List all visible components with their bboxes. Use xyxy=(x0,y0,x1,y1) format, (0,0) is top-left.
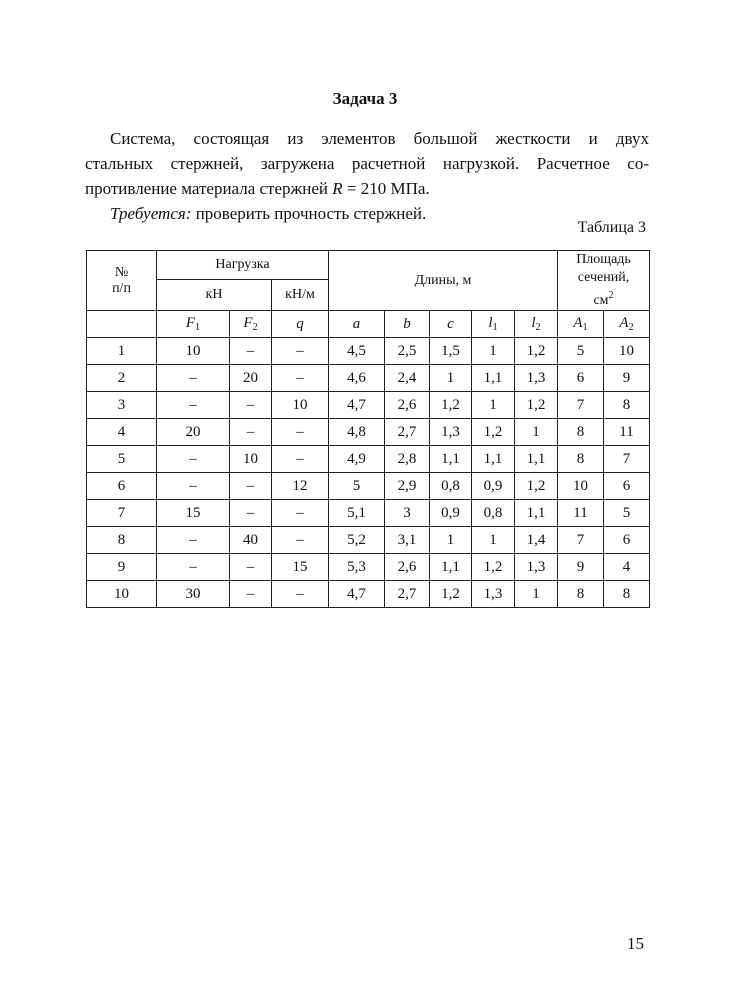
table-cell: – xyxy=(272,500,329,527)
table-row xyxy=(87,419,650,446)
table-row xyxy=(87,365,650,392)
table-cell: – xyxy=(230,473,272,500)
table-cell: 2,4 xyxy=(385,365,430,392)
table-cell: 7 xyxy=(558,527,604,554)
table-cell: – xyxy=(230,554,272,581)
header-unit-kn: кН xyxy=(157,279,272,310)
body-line-1: Система, состоящая из элементов большой жесткости и двух xyxy=(110,129,649,148)
table-row xyxy=(87,581,650,608)
table-cell: 5,1 xyxy=(329,500,385,527)
table-cell: 20 xyxy=(157,419,230,446)
table-cell: 3,1 xyxy=(385,527,430,554)
table-cell: 1,1 xyxy=(430,554,472,581)
requirement-label: Требуется: xyxy=(110,204,192,223)
header-unit-knm: кН/м xyxy=(272,279,329,310)
table-cell: 0,8 xyxy=(472,500,515,527)
header-area: Площадь сечений, $см^2$ xyxy=(558,251,650,311)
task-title: Задача 3 xyxy=(332,89,398,108)
table-cell: 11 xyxy=(604,419,650,446)
body-line-2: стальных стержней, загружена расчетной нагрузкой. Расчетное со- xyxy=(85,154,649,173)
table-cell: 1,2 xyxy=(515,473,558,500)
table-cell: 5 xyxy=(558,338,604,365)
table-cell: 1,2 xyxy=(515,392,558,419)
header-c: c xyxy=(430,311,472,338)
table-cell: 1 xyxy=(472,338,515,365)
table-cell: 5 xyxy=(604,500,650,527)
table-cell: 30 xyxy=(157,581,230,608)
table-cell: 2,6 xyxy=(385,392,430,419)
table-cell: 1 xyxy=(515,419,558,446)
table-cell: 5,2 xyxy=(329,527,385,554)
table-cell: 4,6 xyxy=(329,365,385,392)
table-cell: 11 xyxy=(558,500,604,527)
table-cell: 3 xyxy=(87,392,157,419)
table-cell: 6 xyxy=(558,365,604,392)
table-cell: 10 xyxy=(157,338,230,365)
table-cell: 2,8 xyxy=(385,446,430,473)
table-cell: – xyxy=(157,527,230,554)
table-cell: 1 xyxy=(472,527,515,554)
table-cell: 4 xyxy=(604,554,650,581)
table-cell: – xyxy=(230,419,272,446)
table-cell: 15 xyxy=(272,554,329,581)
table-cell: 1,1 xyxy=(430,446,472,473)
table-cell: 15 xyxy=(157,500,230,527)
table-cell: – xyxy=(157,392,230,419)
table-cell: – xyxy=(230,581,272,608)
table-row xyxy=(87,446,650,473)
table-cell: 20 xyxy=(230,365,272,392)
table-cell: 8 xyxy=(604,392,650,419)
table-cell: 1,2 xyxy=(472,419,515,446)
table-cell: 12 xyxy=(272,473,329,500)
table-cell: 4,7 xyxy=(329,392,385,419)
table-cell: 0,8 xyxy=(430,473,472,500)
table-cell: 10 xyxy=(230,446,272,473)
table-cell: 1,1 xyxy=(515,500,558,527)
resistance-symbol: R xyxy=(332,179,343,198)
table-row xyxy=(87,392,650,419)
table-cell: 2,7 xyxy=(385,419,430,446)
table-cell: – xyxy=(157,365,230,392)
header-F2: $F_2$ xyxy=(230,311,272,338)
table-row xyxy=(87,473,650,500)
table-cell: 8 xyxy=(558,446,604,473)
table-cell: 1,3 xyxy=(515,554,558,581)
table-cell: 5,3 xyxy=(329,554,385,581)
table-cell: 0,9 xyxy=(430,500,472,527)
table-cell: 1 xyxy=(515,581,558,608)
header-blank xyxy=(87,311,157,338)
table-cell: 2,9 xyxy=(385,473,430,500)
table-cell: 7 xyxy=(87,500,157,527)
table-row xyxy=(87,527,650,554)
requirement-line xyxy=(85,201,649,226)
header-l2: $l_2$ xyxy=(515,311,558,338)
table-cell: 2,6 xyxy=(385,554,430,581)
table-cell: – xyxy=(157,554,230,581)
table-cell: 1,1 xyxy=(515,446,558,473)
table-cell: – xyxy=(157,473,230,500)
table-cell: 4,7 xyxy=(329,581,385,608)
table-cell: 10 xyxy=(272,392,329,419)
table-cell: 6 xyxy=(604,473,650,500)
table-cell: 1,1 xyxy=(472,446,515,473)
table-cell: 9 xyxy=(604,365,650,392)
body-line-3-post: = 210 МПа. xyxy=(342,179,430,198)
page-number: 15 xyxy=(627,934,644,953)
table-cell: 1,3 xyxy=(472,581,515,608)
table-cell: – xyxy=(272,365,329,392)
table-cell: 1,2 xyxy=(430,392,472,419)
header-row-number: № п/п xyxy=(87,251,157,311)
header-F1: $F_1$ xyxy=(157,311,230,338)
table-cell: 1,3 xyxy=(515,365,558,392)
table-cell: 2,5 xyxy=(385,338,430,365)
table-row xyxy=(87,554,650,581)
body-line-3 xyxy=(85,176,649,201)
table-cell: 6 xyxy=(604,527,650,554)
table-cell: 10 xyxy=(558,473,604,500)
table-cell: 2 xyxy=(87,365,157,392)
header-lengths: Длины, м xyxy=(329,251,558,311)
table-cell: 10 xyxy=(87,581,157,608)
table-cell: 1 xyxy=(430,365,472,392)
table-cell: 1,1 xyxy=(472,365,515,392)
header-load: Нагрузка xyxy=(157,251,329,280)
table-cell: 1 xyxy=(430,527,472,554)
header-b: b xyxy=(385,311,430,338)
data-table xyxy=(86,250,650,608)
table-cell: 8 xyxy=(558,581,604,608)
table-cell: 0,9 xyxy=(472,473,515,500)
requirement-text: проверить прочность стержней. xyxy=(191,204,427,223)
header-A2: $A_2$ xyxy=(604,311,650,338)
header-A1: $A_1$ xyxy=(558,311,604,338)
table-cell: – xyxy=(157,446,230,473)
table-cell: 5 xyxy=(329,473,385,500)
table-cell: – xyxy=(272,527,329,554)
table-cell: 1,2 xyxy=(472,554,515,581)
table-cell: 2,7 xyxy=(385,581,430,608)
table-cell: 4,8 xyxy=(329,419,385,446)
table-cell: 4,5 xyxy=(329,338,385,365)
table-cell: 8 xyxy=(87,527,157,554)
header-a: a xyxy=(329,311,385,338)
table-cell: 4 xyxy=(87,419,157,446)
table-cell: 1,2 xyxy=(430,581,472,608)
table-row xyxy=(87,500,650,527)
table-cell: 7 xyxy=(558,392,604,419)
table-cell: 8 xyxy=(604,581,650,608)
header-l1: $l_1$ xyxy=(472,311,515,338)
table-cell: – xyxy=(272,446,329,473)
table-caption: Таблица 3 xyxy=(577,219,646,236)
table-cell: 9 xyxy=(87,554,157,581)
table-cell: 1 xyxy=(472,392,515,419)
table-cell: 40 xyxy=(230,527,272,554)
table-cell: 6 xyxy=(87,473,157,500)
table-cell: – xyxy=(230,392,272,419)
table-cell: – xyxy=(230,338,272,365)
table-cell: – xyxy=(230,500,272,527)
table-cell: 7 xyxy=(604,446,650,473)
table-cell: 8 xyxy=(558,419,604,446)
table-row xyxy=(87,338,650,365)
table-cell: 10 xyxy=(604,338,650,365)
body-line-3-pre: противление материала стержней xyxy=(85,179,333,198)
table-cell: – xyxy=(272,419,329,446)
header-q: q xyxy=(272,311,329,338)
table-cell: 4,9 xyxy=(329,446,385,473)
table-cell: 1,2 xyxy=(515,338,558,365)
table-cell: 1 xyxy=(87,338,157,365)
table-body xyxy=(87,338,650,608)
table-cell: – xyxy=(272,338,329,365)
table-cell: 9 xyxy=(558,554,604,581)
table-cell: 3 xyxy=(385,500,430,527)
table-cell: 1,3 xyxy=(430,419,472,446)
table-cell: 1,5 xyxy=(430,338,472,365)
table-cell: 5 xyxy=(87,446,157,473)
table-cell: – xyxy=(272,581,329,608)
table-cell: 1,4 xyxy=(515,527,558,554)
